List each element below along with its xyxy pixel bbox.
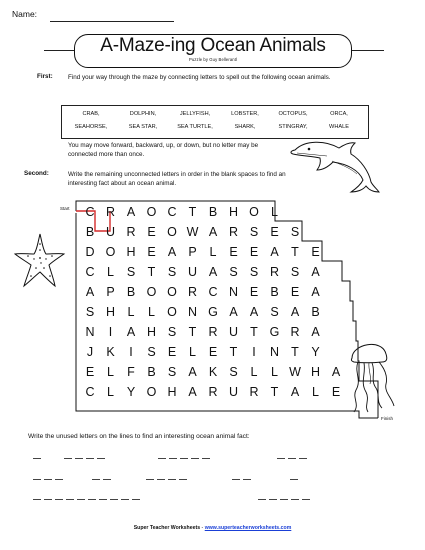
answer-blank[interactable] bbox=[66, 499, 74, 500]
maze-letter: I bbox=[129, 345, 133, 359]
answer-blank[interactable] bbox=[243, 479, 251, 480]
maze-letter: S bbox=[229, 265, 238, 279]
answer-blank[interactable] bbox=[121, 499, 129, 500]
maze-letter: A bbox=[270, 245, 279, 259]
maze-letter: L bbox=[189, 345, 196, 359]
maze-letter: E bbox=[331, 385, 341, 399]
page-title: A-Maze-ing Ocean Animals bbox=[100, 35, 326, 56]
maze-letter: A bbox=[188, 365, 197, 379]
answer-instructions: Write the unused letters on the lines to find an interesting ocean animal fact: bbox=[28, 433, 250, 440]
maze-letter: L bbox=[250, 365, 258, 379]
movement-rules: You may move forward, backward, up, or down, but no letter may be connected more than once. bbox=[68, 142, 259, 158]
answer-blank[interactable] bbox=[258, 499, 266, 500]
answer-blank[interactable] bbox=[55, 499, 63, 500]
maze-letter: G bbox=[269, 325, 280, 339]
maze-letter: G bbox=[208, 305, 218, 319]
answer-blank[interactable] bbox=[86, 458, 94, 459]
word-item: ORCA, bbox=[330, 111, 348, 117]
maze-letter: I bbox=[252, 345, 256, 359]
maze-letter: T bbox=[147, 265, 156, 279]
maze-letter: A bbox=[208, 225, 218, 239]
footer-url-link[interactable]: www.superteacherworksheets.com bbox=[204, 525, 292, 531]
maze-letter: N bbox=[228, 285, 239, 299]
maze-letter: L bbox=[107, 365, 114, 379]
maze-letter: P bbox=[106, 285, 115, 299]
maze-letter: A bbox=[249, 305, 259, 319]
word-item: SEA TURTLE, bbox=[177, 124, 213, 130]
maze-letter: K bbox=[208, 365, 218, 379]
word-item: LOBSTER, bbox=[231, 111, 259, 117]
maze-letter: C bbox=[85, 265, 95, 279]
answer-blank[interactable] bbox=[44, 499, 52, 500]
maze-letter: E bbox=[229, 245, 238, 259]
maze-letter: L bbox=[148, 305, 155, 319]
maze-letter: W bbox=[186, 225, 199, 239]
answer-blank[interactable] bbox=[75, 458, 83, 459]
maze-letter: R bbox=[290, 325, 300, 339]
maze-letter: L bbox=[107, 265, 114, 279]
maze-letter: S bbox=[85, 305, 95, 319]
answer-blank[interactable] bbox=[33, 479, 41, 480]
answer-blank[interactable] bbox=[99, 499, 107, 500]
maze-letter: A bbox=[229, 305, 238, 319]
maze-letter: R bbox=[208, 385, 218, 399]
maze-letter: T bbox=[291, 345, 299, 359]
first-label: First: bbox=[37, 73, 53, 80]
word-item: STINGRAY, bbox=[278, 124, 308, 130]
maze-letter: D bbox=[85, 245, 95, 259]
maze-letter: S bbox=[147, 345, 156, 359]
maze-letter: H bbox=[146, 325, 157, 339]
word-item: SEAHORSE, bbox=[74, 124, 108, 130]
maze-letter: E bbox=[249, 245, 259, 259]
maze-letter: R bbox=[228, 225, 239, 239]
maze-letter: H bbox=[167, 385, 177, 399]
answer-blank[interactable] bbox=[180, 458, 188, 459]
maze-letter: S bbox=[249, 265, 259, 279]
maze-letter: A bbox=[126, 325, 136, 339]
answer-blank[interactable] bbox=[158, 458, 166, 459]
maze-letter: E bbox=[85, 365, 95, 379]
maze-letter: S bbox=[126, 265, 136, 279]
answer-blank[interactable] bbox=[157, 479, 165, 480]
maze-letter: A bbox=[208, 265, 218, 279]
answer-blank[interactable] bbox=[179, 479, 187, 480]
maze-letter: Y bbox=[311, 345, 320, 359]
answer-blank[interactable] bbox=[33, 458, 41, 459]
maze-letter: N bbox=[269, 345, 280, 359]
maze-letter: H bbox=[105, 305, 116, 319]
puzzle-byline: Puzzle by Guy Bellerantl bbox=[188, 57, 238, 62]
maze-letter: A bbox=[188, 385, 197, 399]
maze-letter: O bbox=[146, 285, 157, 299]
maze-letter: T bbox=[188, 325, 197, 339]
maze-letter: O bbox=[249, 205, 259, 219]
maze-letter: R bbox=[269, 265, 280, 279]
maze-letter: A bbox=[311, 325, 320, 339]
maze-letter: Y bbox=[126, 385, 136, 399]
maze-letter: T bbox=[291, 245, 299, 259]
maze-letter: U bbox=[228, 325, 239, 339]
answer-blank[interactable] bbox=[168, 479, 176, 480]
maze-letter: L bbox=[312, 385, 319, 399]
word-item: OCTOPUS, bbox=[278, 111, 308, 117]
maze-letter: A bbox=[331, 365, 341, 379]
maze-letter: A bbox=[311, 285, 320, 299]
answer-blank[interactable] bbox=[44, 479, 52, 480]
answer-blank[interactable] bbox=[55, 479, 63, 480]
maze-letter: A bbox=[311, 265, 320, 279]
answer-blank[interactable] bbox=[103, 479, 111, 480]
maze-letter: A bbox=[290, 385, 300, 399]
answer-blank[interactable] bbox=[299, 458, 307, 459]
second-label: Second: bbox=[24, 170, 49, 177]
maze-letter: A bbox=[126, 205, 136, 219]
maze-letter: S bbox=[229, 365, 238, 379]
maze-letter: H bbox=[126, 245, 136, 259]
word-item: SHARK, bbox=[234, 124, 256, 130]
maze-letter: W bbox=[289, 365, 301, 379]
maze-letter: I bbox=[108, 325, 113, 339]
maze-letter: L bbox=[107, 385, 114, 399]
maze-letter: E bbox=[147, 225, 156, 239]
answer-blank[interactable] bbox=[302, 499, 310, 500]
answer-blank[interactable] bbox=[290, 479, 298, 480]
word-item: SEA STAR, bbox=[128, 124, 158, 130]
word-item: DOLPHIN, bbox=[129, 111, 157, 117]
maze-letter: R bbox=[187, 285, 198, 299]
answer-blank[interactable] bbox=[77, 499, 85, 500]
maze-letter: U bbox=[187, 265, 198, 279]
maze-letter: E bbox=[208, 345, 218, 359]
answer-blank[interactable] bbox=[277, 458, 285, 459]
maze-letter: L bbox=[271, 205, 278, 219]
maze-letter: R bbox=[105, 205, 116, 219]
answer-blank[interactable] bbox=[146, 479, 154, 480]
maze-letter: S bbox=[290, 225, 300, 239]
word-item: WHALE bbox=[329, 124, 349, 130]
maze-letter: B bbox=[126, 285, 136, 299]
answer-blank[interactable] bbox=[269, 499, 277, 500]
answer-blank[interactable] bbox=[191, 458, 199, 459]
maze-letter: A bbox=[85, 285, 95, 299]
maze-letter: H bbox=[310, 365, 321, 379]
maze-letter: R bbox=[126, 225, 136, 239]
maze-letter: U bbox=[105, 225, 116, 239]
maze-letter: E bbox=[311, 245, 320, 259]
answer-blank[interactable] bbox=[291, 499, 299, 500]
maze-letter: E bbox=[249, 285, 259, 299]
maze-letter: S bbox=[167, 325, 177, 339]
first-instructions: Find your way through the maze by connecting letters to spell out the following ocean animals. bbox=[68, 74, 331, 81]
maze-letter: K bbox=[106, 345, 115, 359]
maze-letter: E bbox=[147, 245, 156, 259]
maze-letter: S bbox=[270, 305, 279, 319]
maze-letter: C bbox=[85, 385, 95, 399]
maze-letter: B bbox=[311, 305, 320, 319]
maze-letter: O bbox=[167, 305, 177, 319]
maze-letter: T bbox=[188, 205, 197, 219]
answer-blank[interactable] bbox=[288, 458, 296, 459]
maze-letter: N bbox=[85, 325, 95, 339]
maze-letter: S bbox=[249, 225, 259, 239]
maze-letter: C bbox=[208, 285, 218, 299]
start-label: Start bbox=[60, 206, 70, 211]
footer-brand: Super Teacher Worksheets bbox=[133, 525, 201, 531]
maze-letter: H bbox=[228, 205, 239, 219]
answer-blank[interactable] bbox=[202, 458, 210, 459]
maze-letter: O bbox=[105, 245, 116, 259]
answer-blank[interactable] bbox=[280, 499, 288, 500]
maze-letter: U bbox=[228, 385, 239, 399]
name-label: Name: bbox=[12, 9, 38, 19]
maze-letter: S bbox=[290, 265, 300, 279]
maze-letter: F bbox=[127, 365, 135, 379]
answer-blank[interactable] bbox=[33, 499, 41, 500]
maze-letter: S bbox=[167, 365, 177, 379]
word-item: CRAB, bbox=[82, 111, 100, 117]
maze-letter: O bbox=[167, 285, 177, 299]
maze-letter: S bbox=[167, 265, 177, 279]
maze-letter: J bbox=[86, 345, 94, 359]
answer-blank[interactable] bbox=[232, 479, 240, 480]
maze-letter: O bbox=[167, 225, 177, 239]
maze-letter: A bbox=[167, 245, 177, 259]
maze-letter: E bbox=[290, 285, 300, 299]
maze-letter: T bbox=[229, 345, 238, 359]
maze-letter: C bbox=[85, 205, 95, 219]
maze-letter: O bbox=[146, 385, 157, 399]
maze-letter: L bbox=[271, 365, 278, 379]
answer-blank[interactable] bbox=[169, 458, 177, 459]
maze-letter: R bbox=[208, 325, 218, 339]
maze-letter: C bbox=[167, 205, 177, 219]
answer-blank[interactable] bbox=[97, 458, 105, 459]
answer-blank[interactable] bbox=[64, 458, 72, 459]
maze-letter: B bbox=[85, 225, 95, 239]
answer-blank[interactable] bbox=[110, 499, 118, 500]
finish-label: Finish bbox=[381, 416, 394, 421]
maze-letter: E bbox=[167, 345, 177, 359]
answer-blank[interactable] bbox=[132, 499, 140, 500]
maze-letter: T bbox=[270, 385, 279, 399]
maze-letter: E bbox=[270, 225, 279, 239]
maze-letter: N bbox=[187, 305, 198, 319]
answer-blank[interactable] bbox=[88, 499, 96, 500]
maze-letter: O bbox=[146, 205, 157, 219]
answer-blank[interactable] bbox=[92, 479, 100, 480]
maze-letter: L bbox=[209, 245, 217, 259]
maze-letter: B bbox=[270, 285, 279, 299]
maze-letter: T bbox=[250, 325, 258, 339]
maze-letter: P bbox=[188, 245, 197, 259]
second-instructions: Write the remaining unconnected letters in order in the blank spaces to find an interesting fact about an ocean animal. bbox=[68, 171, 286, 188]
maze-letter: B bbox=[147, 365, 156, 379]
footer-separator: - bbox=[200, 525, 205, 531]
footer bbox=[0, 525, 425, 531]
maze-letter: L bbox=[127, 305, 135, 319]
word-item: JELLYFISH, bbox=[179, 111, 211, 117]
maze-letter: A bbox=[290, 305, 300, 319]
maze-letter: B bbox=[208, 205, 218, 219]
maze-letter: R bbox=[249, 385, 259, 399]
